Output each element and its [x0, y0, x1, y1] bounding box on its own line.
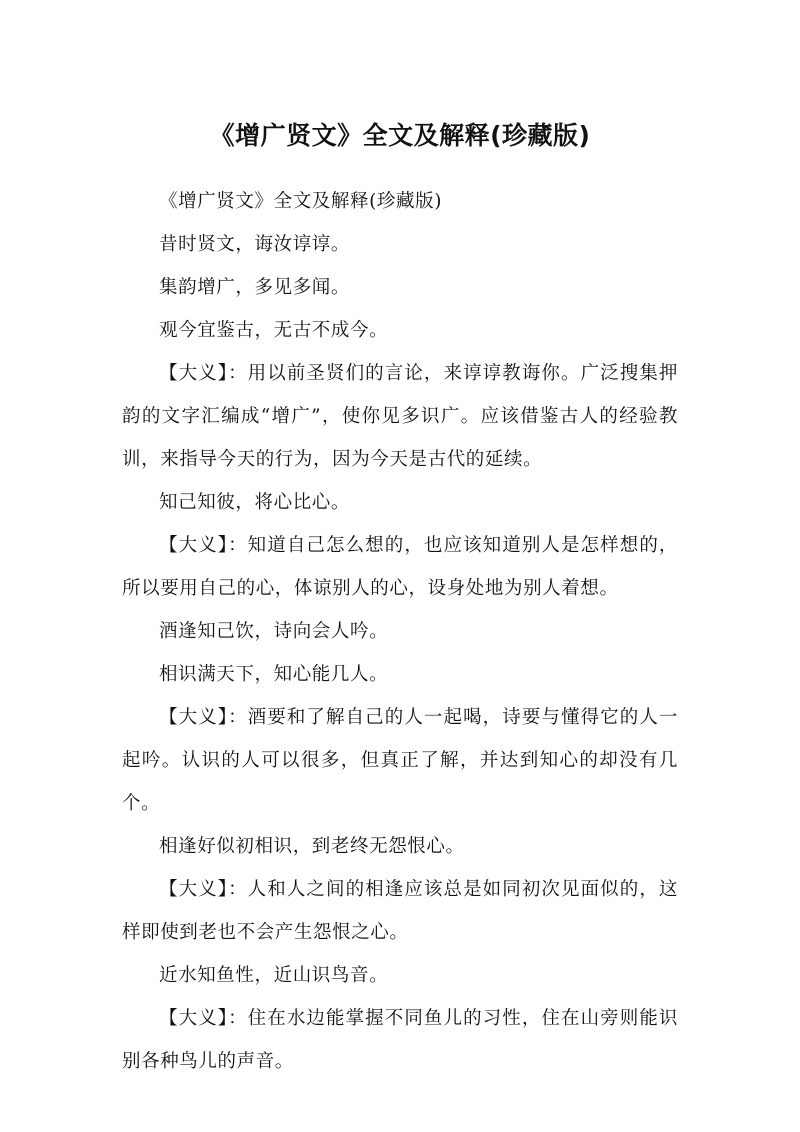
paragraph-verse: 观今宜鉴古，无古不成今。 — [159, 320, 389, 341]
paragraph-explanation: 【大义】：知道自己怎么想的，也应该知道别人是怎样想的，所以要用自己的心，体谅别人的心，设身处地为别人着想。 — [122, 535, 678, 599]
paragraph-verse: 昔时贤文，诲汝谆谆。 — [159, 234, 351, 255]
paragraph-verse: 相识满天下，知心能几人。 — [159, 664, 389, 685]
paragraph-explanation: 【大义】：用以前圣贤们的言论，来谆谆教诲你。广泛搜集押韵的文字汇编成“增广”，使你见多识广。应该借鉴古人的经验教训，来指导今天的行为，因为今天是古代的延续。 — [122, 363, 678, 470]
paragraph-verse: 相逢好似初相识，到老终无怨恨心。 — [159, 836, 465, 857]
document-body — [122, 180, 678, 1083]
paragraph-verse: 酒逢知己饮，诗向会人吟。 — [159, 621, 389, 642]
document-title: 《增广贤文》全文及解释(珍藏版) — [209, 121, 591, 150]
paragraph-verse: 近水知鱼性，近山识鸟音。 — [159, 965, 389, 986]
paragraph-verse: 集韵增广，多见多闻。 — [159, 277, 351, 298]
paragraph-subtitle: 《增广贤文》全文及解释(珍藏版) — [159, 191, 443, 212]
paragraph-explanation: 【大义】：住在水边能掌握不同鱼儿的习性，住在山旁则能识别各种鸟儿的声音。 — [122, 1008, 678, 1072]
paragraph-verse: 知己知彼，将心比心。 — [159, 492, 351, 513]
paragraph-explanation: 【大义】：酒要和了解自己的人一起喝，诗要与懂得它的人一起吟。认识的人可以很多，但真正了解，并达到知心的却没有几个。 — [122, 707, 678, 814]
paragraph-explanation: 【大义】：人和人之间的相逢应该总是如同初次见面似的，这样即使到老也不会产生怨恨之心。 — [122, 879, 678, 943]
